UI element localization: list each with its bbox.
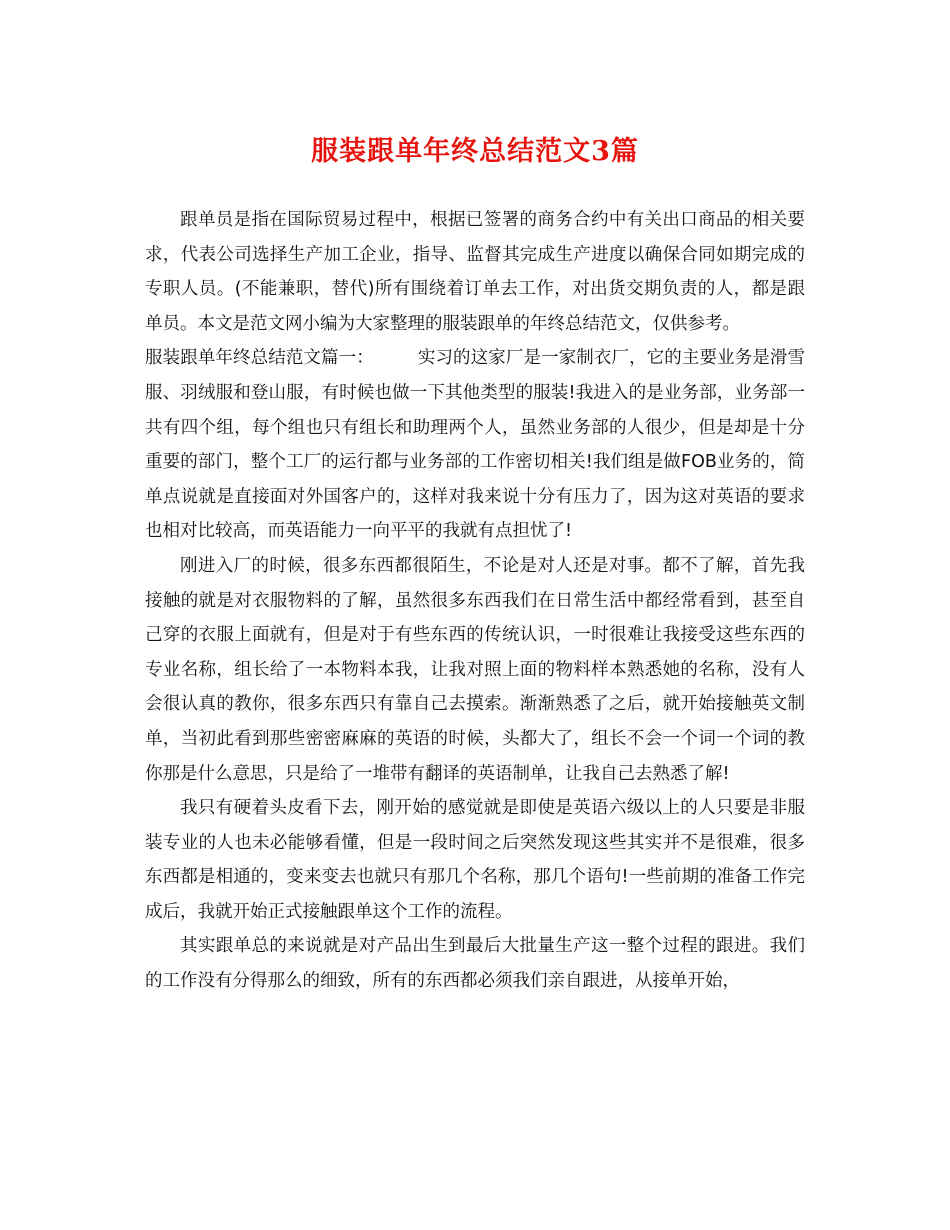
section1-paragraph-4: 其实跟单总的来说就是对产品出生到最后大批量生产这一整个过程的跟进。我们的工作没有分得那么的细致，所有的东西都必须我们亲自跟进，从接单开始， (145, 936, 805, 992)
document-title: 服装跟单年终总结范文3篇 (311, 136, 639, 167)
intro-paragraph: 跟单员是指在国际贸易过程中，根据已签署的商务合约中有关出口商品的相关要求，代表公司选择生产加工企业，指导、监督其完成生产进度以确保合同如期完成的专职人员。(不能兼职，替代)所有围绕着订单去工作，对出货交期负责的人，都是跟单员。本文是范文网小编为大家整理的服装跟单的年终总结范文，仅供参考。 (145, 210, 805, 334)
section1-paragraph-3: 我只有硬着头皮看下去，刚开始的感觉就是即使是英语六级以上的人只要是非服装专业的人也未必能够看懂，但是一段时间之后突然发现这些其实并不是很难，很多东西都是相通的，变来变去也就只有那几个名称，那几个语句!一些前期的准备工作完成后，我就开始正式接触跟单这个工作的流程。 (145, 798, 805, 922)
document-body (145, 203, 805, 999)
section1-paragraph-2: 刚进入厂的时候，很多东西都很陌生，不论是对人还是对事。都不了解，首先我接触的就是对衣服物料的了解，虽然很多东西我们在日常生活中都经常看到，甚至自己穿的衣服上面就有，但是对于有些东西的传统认识，一时很难让我接受这些东西的专业名称，组长给了一本物料本我，让我对照上面的物料样本熟悉她的名称，没有人会很认真的教你，很多东西只有靠自己去摸索。渐渐熟悉了之后，就开始接触英文制单，当初此看到那些密密麻麻的英语的时候，头都大了，组长不会一个词一个词的教你那是什么意思，只是给了一堆带有翻译的英语制单，让我自己去熟悉了解! (145, 555, 805, 784)
section1-heading: 服装跟单年终总结范文篇一： (145, 348, 374, 369)
section1-paragraph-1 (145, 341, 805, 549)
section1-paragraph-1-text: 实习的这家厂是一家制衣厂，它的主要业务是滑雪服、羽绒服和登山服，有时候也做一下其他类型的服装!我进入的是业务部，业务部一共有四个组，每个组也只有组长和助理两个人，虽然业务部的人很少，但是却是十分重要的部门，整个工厂的运行都与业务部的工作密切相关!我们组是做FOB业务的，简单点说就是直接面对外国客户的，这样对我来说十分有压力了，因为这对英语的要求也相对比较高，而英语能力一向平平的我就有点担忧了! (145, 348, 806, 542)
